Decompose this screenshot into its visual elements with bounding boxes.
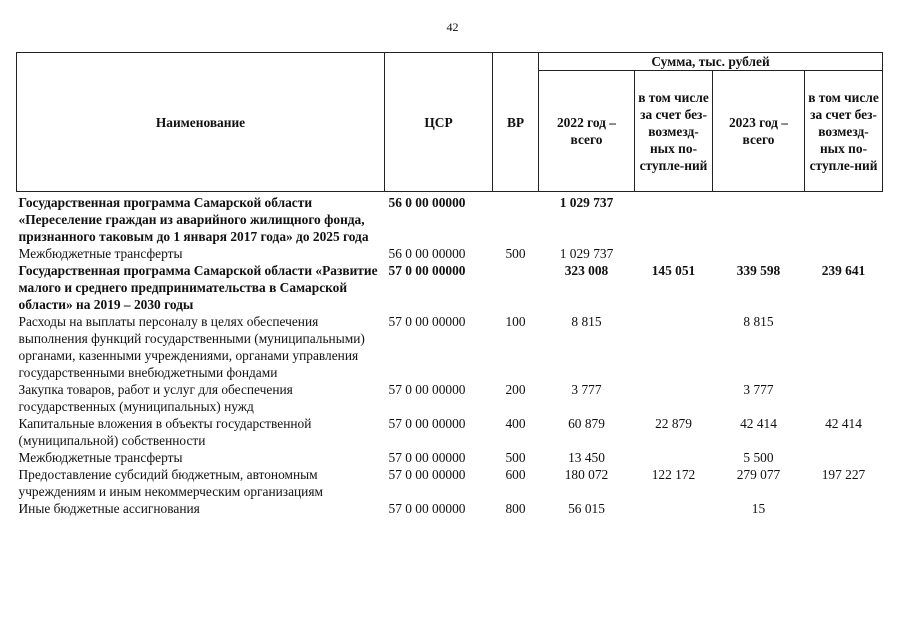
row-2022-total: 60 879: [568, 416, 605, 431]
page-number: 42: [446, 20, 459, 34]
row-csr: 57 0 00 00000: [388, 501, 466, 516]
row-2023-total: [713, 245, 805, 262]
row-vr: 800: [505, 501, 526, 516]
row-2022-free: [635, 500, 713, 517]
row-2023-free: [805, 245, 883, 262]
budget-table-container: [16, 52, 882, 517]
header-vr: ВР: [493, 53, 539, 192]
table-body: [17, 192, 883, 518]
row-name: Государственная программа Самарской области «Переселение граждан из аварийного жилищного фонда, признанного таковым до 1 января 2017 года» до 2025 года: [18, 195, 369, 244]
row-vr: 200: [505, 382, 526, 397]
row-2023-free: [805, 313, 883, 381]
row-vr: [493, 262, 539, 313]
header-2023-free: в том числе за счет без-возмезд-ных по-ступле-ний: [805, 71, 883, 192]
row-name: Межбюджетные трансферты: [18, 450, 183, 465]
row-2023-total: 15: [751, 501, 766, 516]
table-row: [17, 245, 883, 262]
row-name: Закупка товаров, работ и услуг для обеспечения государственных (муниципальных) нужд: [18, 382, 293, 414]
table-row: [17, 262, 883, 313]
row-csr: 57 0 00 00000: [388, 382, 466, 397]
row-2022-free: 145 051: [651, 263, 696, 278]
row-2022-total: 13 450: [568, 450, 605, 465]
row-2022-total: 3 777: [571, 382, 602, 397]
table-row: [17, 500, 883, 517]
row-2022-free: 122 172: [651, 467, 696, 482]
header-2023-total: 2023 год – всего: [713, 71, 805, 192]
row-2023-total: 279 077: [736, 467, 781, 482]
budget-table: [16, 52, 883, 517]
header-name: Наименование: [17, 53, 385, 192]
row-2023-free: [805, 192, 883, 246]
row-2023-free: [805, 500, 883, 517]
header-csr: ЦСР: [385, 53, 493, 192]
row-2022-total: 323 008: [564, 263, 609, 278]
table-header: [17, 53, 883, 192]
row-csr: 57 0 00 00000: [388, 467, 466, 482]
row-2023-total: 3 777: [743, 382, 774, 397]
row-2023-free: 197 227: [821, 467, 866, 482]
header-2022-free: в том числе за счет без-возмезд-ных по-ступле-ний: [635, 71, 713, 192]
row-2022-total: 56 015: [568, 501, 605, 516]
row-2022-free: [635, 245, 713, 262]
row-name: Расходы на выплаты персоналу в целях обеспечения выполнения функций государственными (муниципальными) органами, казенными учреждениями, органами управления государственными внебюджетными фондами: [18, 314, 365, 380]
row-2022-total: 8 815: [571, 314, 602, 329]
row-2022-free: [635, 313, 713, 381]
row-name: Межбюджетные трансферты: [18, 246, 183, 261]
header-sum: Сумма, тыс. рублей: [539, 53, 883, 71]
row-2023-total: 339 598: [736, 263, 781, 278]
row-2023-total: 8 815: [743, 314, 774, 329]
row-2023-total: [713, 192, 805, 246]
row-csr: 57 0 00 00000: [388, 263, 466, 278]
row-2022-total: 1 029 737: [559, 195, 614, 210]
row-2022-free: [635, 192, 713, 246]
row-name: Предоставление субсидий бюджетным, автономным учреждениям и иным некоммерческим организациям: [18, 467, 323, 499]
row-2022-free: [635, 449, 713, 466]
row-2023-total: 42 414: [740, 416, 777, 431]
row-2022-free: 22 879: [655, 416, 692, 431]
row-csr: 57 0 00 00000: [388, 450, 466, 465]
table-row: [17, 381, 883, 415]
row-2022-total: 1 029 737: [559, 246, 614, 261]
row-vr: 500: [505, 246, 526, 261]
row-2022-total: 180 072: [564, 467, 609, 482]
row-vr: [493, 192, 539, 246]
row-name: Иные бюджетные ассигнования: [18, 501, 200, 516]
row-vr: 500: [505, 450, 526, 465]
row-csr: 56 0 00 00000: [388, 246, 466, 261]
row-vr: 600: [505, 467, 526, 482]
table-row: [17, 466, 883, 500]
row-csr: 56 0 00 00000: [388, 195, 466, 210]
row-csr: 57 0 00 00000: [388, 416, 466, 431]
row-vr: 400: [505, 416, 526, 431]
row-name: Капитальные вложения в объекты государственной (муниципальной) собственности: [18, 416, 312, 448]
row-2022-free: [635, 381, 713, 415]
row-2023-free: [805, 381, 883, 415]
row-2023-free: 42 414: [825, 416, 862, 431]
table-row: [17, 449, 883, 466]
row-csr: 57 0 00 00000: [388, 314, 466, 329]
row-2023-free: [805, 449, 883, 466]
row-2023-total: 5 500: [743, 450, 774, 465]
row-vr: 100: [505, 314, 526, 329]
table-row: [17, 192, 883, 246]
table-row: [17, 415, 883, 449]
table-row: [17, 313, 883, 381]
header-2022-total: 2022 год – всего: [539, 71, 635, 192]
row-name: Государственная программа Самарской области «Развитие малого и среднего предпринимательства в Самарской области» на 2019 – 2030 годы: [18, 263, 378, 312]
row-2023-free: 239 641: [821, 263, 866, 278]
